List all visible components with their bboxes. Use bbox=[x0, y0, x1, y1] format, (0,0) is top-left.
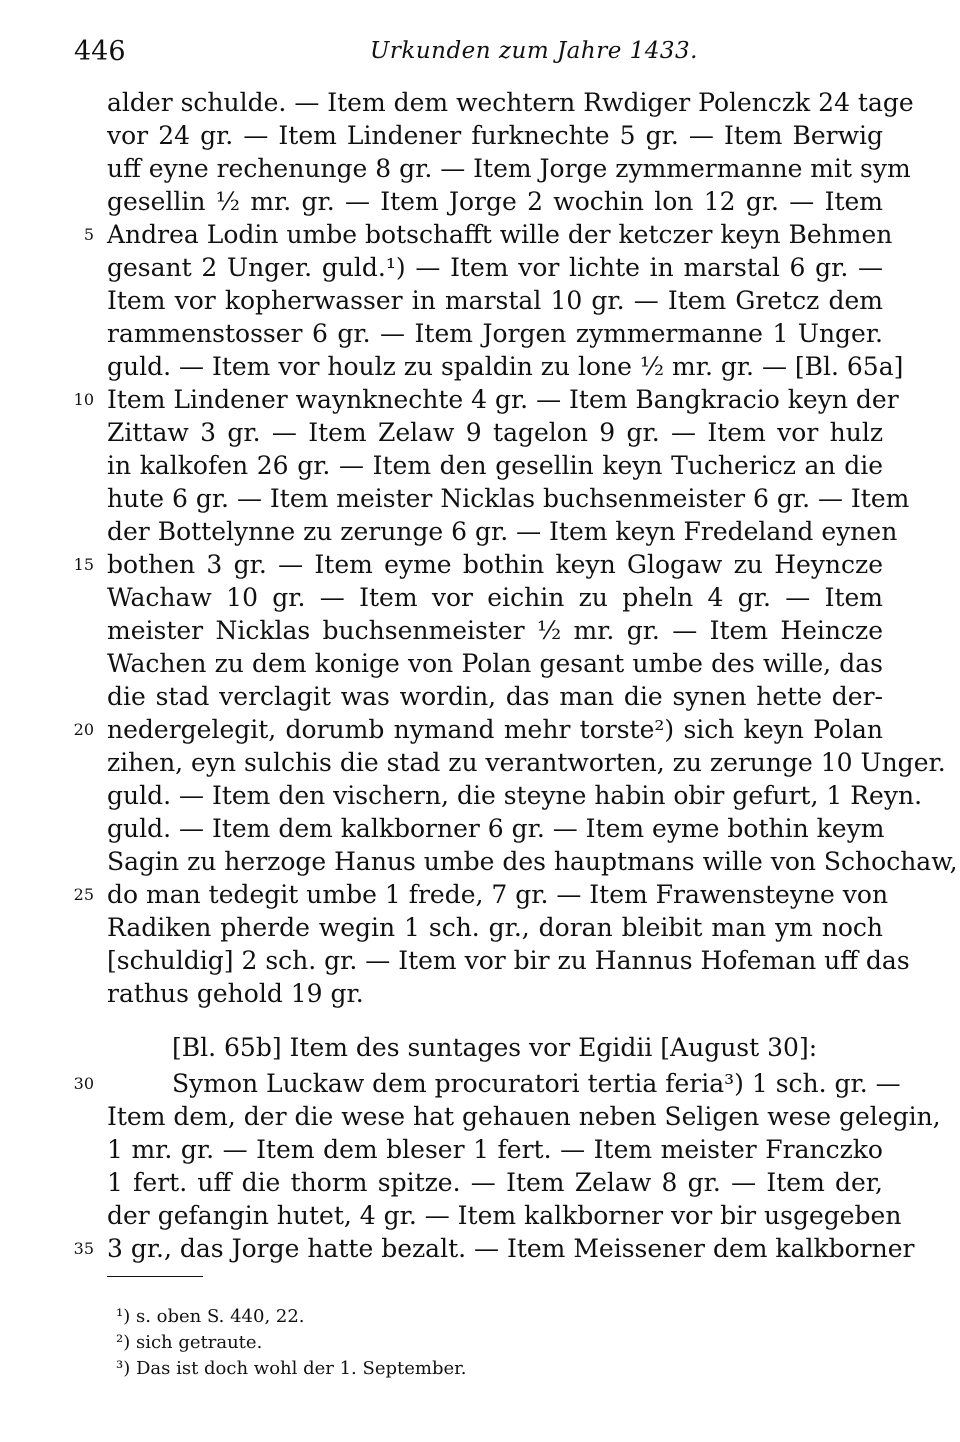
text-line: rammenstosser 6 gr. — Item Jorgen zymmermanne 1 Unger. bbox=[107, 319, 883, 348]
text-line: bothen 3 gr. — Item eyme bothin keyn Glogaw zu Heyncze bbox=[107, 550, 883, 579]
running-head: Urkunden zum Jahre 1433. bbox=[370, 38, 698, 64]
text-line: Wachen zu dem konige von Polan gesant umbe des wille, das bbox=[107, 649, 883, 678]
text-line: rathus gehold 19 gr. bbox=[107, 979, 364, 1008]
text-line: Sagin zu herzoge Hanus umbe des hauptmans wille von Schochaw, bbox=[107, 847, 958, 876]
text-line: [schuldig] 2 sch. gr. — Item vor bir zu Hannus Hofeman uff das bbox=[107, 946, 910, 975]
text-line: Andrea Lodin umbe botschafft wille der ketczer keyn Behmen bbox=[107, 220, 893, 249]
text-line: uff eyne rechenunge 8 gr. — Item Jorge zymmermanne mit sym bbox=[107, 154, 911, 183]
line-number: 10 bbox=[73, 390, 94, 409]
line-number: 5 bbox=[83, 225, 94, 244]
section-heading: [Bl. 65b] Item des suntages vor Egidii [August 30]: bbox=[172, 1033, 818, 1062]
line-number: 15 bbox=[73, 555, 94, 574]
page-header bbox=[0, 28, 960, 68]
page-number: 446 bbox=[74, 36, 126, 67]
text-line: gesellin ½ mr. gr. — Item Jorge 2 wochin lon 12 gr. — Item bbox=[107, 187, 883, 216]
text-line: 1 mr. gr. — Item dem bleser 1 fert. — Item meister Franczko bbox=[107, 1135, 883, 1164]
footnote-rule bbox=[107, 1276, 203, 1277]
text-line: Symon Luckaw dem procuratori tertia feria³) 1 sch. gr. — bbox=[172, 1069, 901, 1098]
text-line: alder schulde. — Item dem wechtern Rwdiger Polenczk 24 tage bbox=[107, 88, 914, 117]
text-line: Item Lindener waynknechte 4 gr. — Item Bangkracio keyn der bbox=[107, 385, 899, 414]
text-line: vor 24 gr. — Item Lindener furknechte 5 gr. — Item Berwig bbox=[107, 121, 883, 150]
text-line: guld. — Item den vischern, die steyne habin obir gefurt, 1 Reyn. bbox=[107, 781, 923, 810]
text-line: der Bottelynne zu zerunge 6 gr. — Item keyn Fredeland eynen bbox=[107, 517, 898, 546]
footnote-3: ³) Das ist doch wohl der 1. September. bbox=[116, 1358, 467, 1379]
text-line: in kalkofen 26 gr. — Item den gesellin keyn Tuchericz an die bbox=[107, 451, 883, 480]
text-line: Radiken pherde wegin 1 sch. gr., doran bleibit man ym noch bbox=[107, 913, 883, 942]
line-number: 25 bbox=[73, 885, 94, 904]
text-line: nedergelegit, dorumb nymand mehr torste²) sich keyn Polan bbox=[107, 715, 883, 744]
text-line: guld. — Item dem kalkborner 6 gr. — Item eyme bothin keym bbox=[107, 814, 885, 843]
line-number: 20 bbox=[73, 720, 94, 739]
footnote-1: ¹) s. oben S. 440, 22. bbox=[116, 1306, 305, 1327]
text-line: guld. — Item vor houlz zu spaldin zu lone ½ mr. gr. — [Bl. 65a] bbox=[107, 352, 904, 381]
text-line: meister Nicklas buchsenmeister ½ mr. gr. — Item Heincze bbox=[107, 616, 883, 645]
line-number: 35 bbox=[73, 1239, 94, 1258]
text-line: zihen, eyn sulchis die stad zu verantworten, zu zerunge 10 Unger. bbox=[107, 748, 946, 777]
text-line: Wachaw 10 gr. — Item vor eichin zu pheln 4 gr. — Item bbox=[107, 583, 883, 612]
text-line: 1 fert. uff die thorm spitze. — Item Zelaw 8 gr. — Item der, bbox=[107, 1168, 883, 1197]
line-number: 30 bbox=[73, 1074, 94, 1093]
text-line: hute 6 gr. — Item meister Nicklas buchsenmeister 6 gr. — Item bbox=[107, 484, 910, 513]
text-line: Item vor kopherwasser in marstal 10 gr. — Item Gretcz dem bbox=[107, 286, 883, 315]
text-line: die stad verclagit was wordin, das man die synen hette der- bbox=[107, 682, 883, 711]
text-line: 3 gr., das Jorge hatte bezalt. — Item Meissener dem kalkborner bbox=[107, 1234, 915, 1263]
footnote-2: ²) sich getraute. bbox=[116, 1332, 263, 1353]
text-line: der gefangin hutet, 4 gr. — Item kalkborner vor bir usgegeben bbox=[107, 1201, 902, 1230]
text-line: Item dem, der die wese hat gehauen neben Seligen wese gelegin, bbox=[107, 1102, 941, 1131]
text-line: gesant 2 Unger. guld.¹) — Item vor lichte in marstal 6 gr. — bbox=[107, 253, 883, 282]
text-line: Zittaw 3 gr. — Item Zelaw 9 tagelon 9 gr. — Item vor hulz bbox=[107, 418, 883, 447]
text-line: do man tedegit umbe 1 frede, 7 gr. — Item Frawensteyne von bbox=[107, 880, 889, 909]
